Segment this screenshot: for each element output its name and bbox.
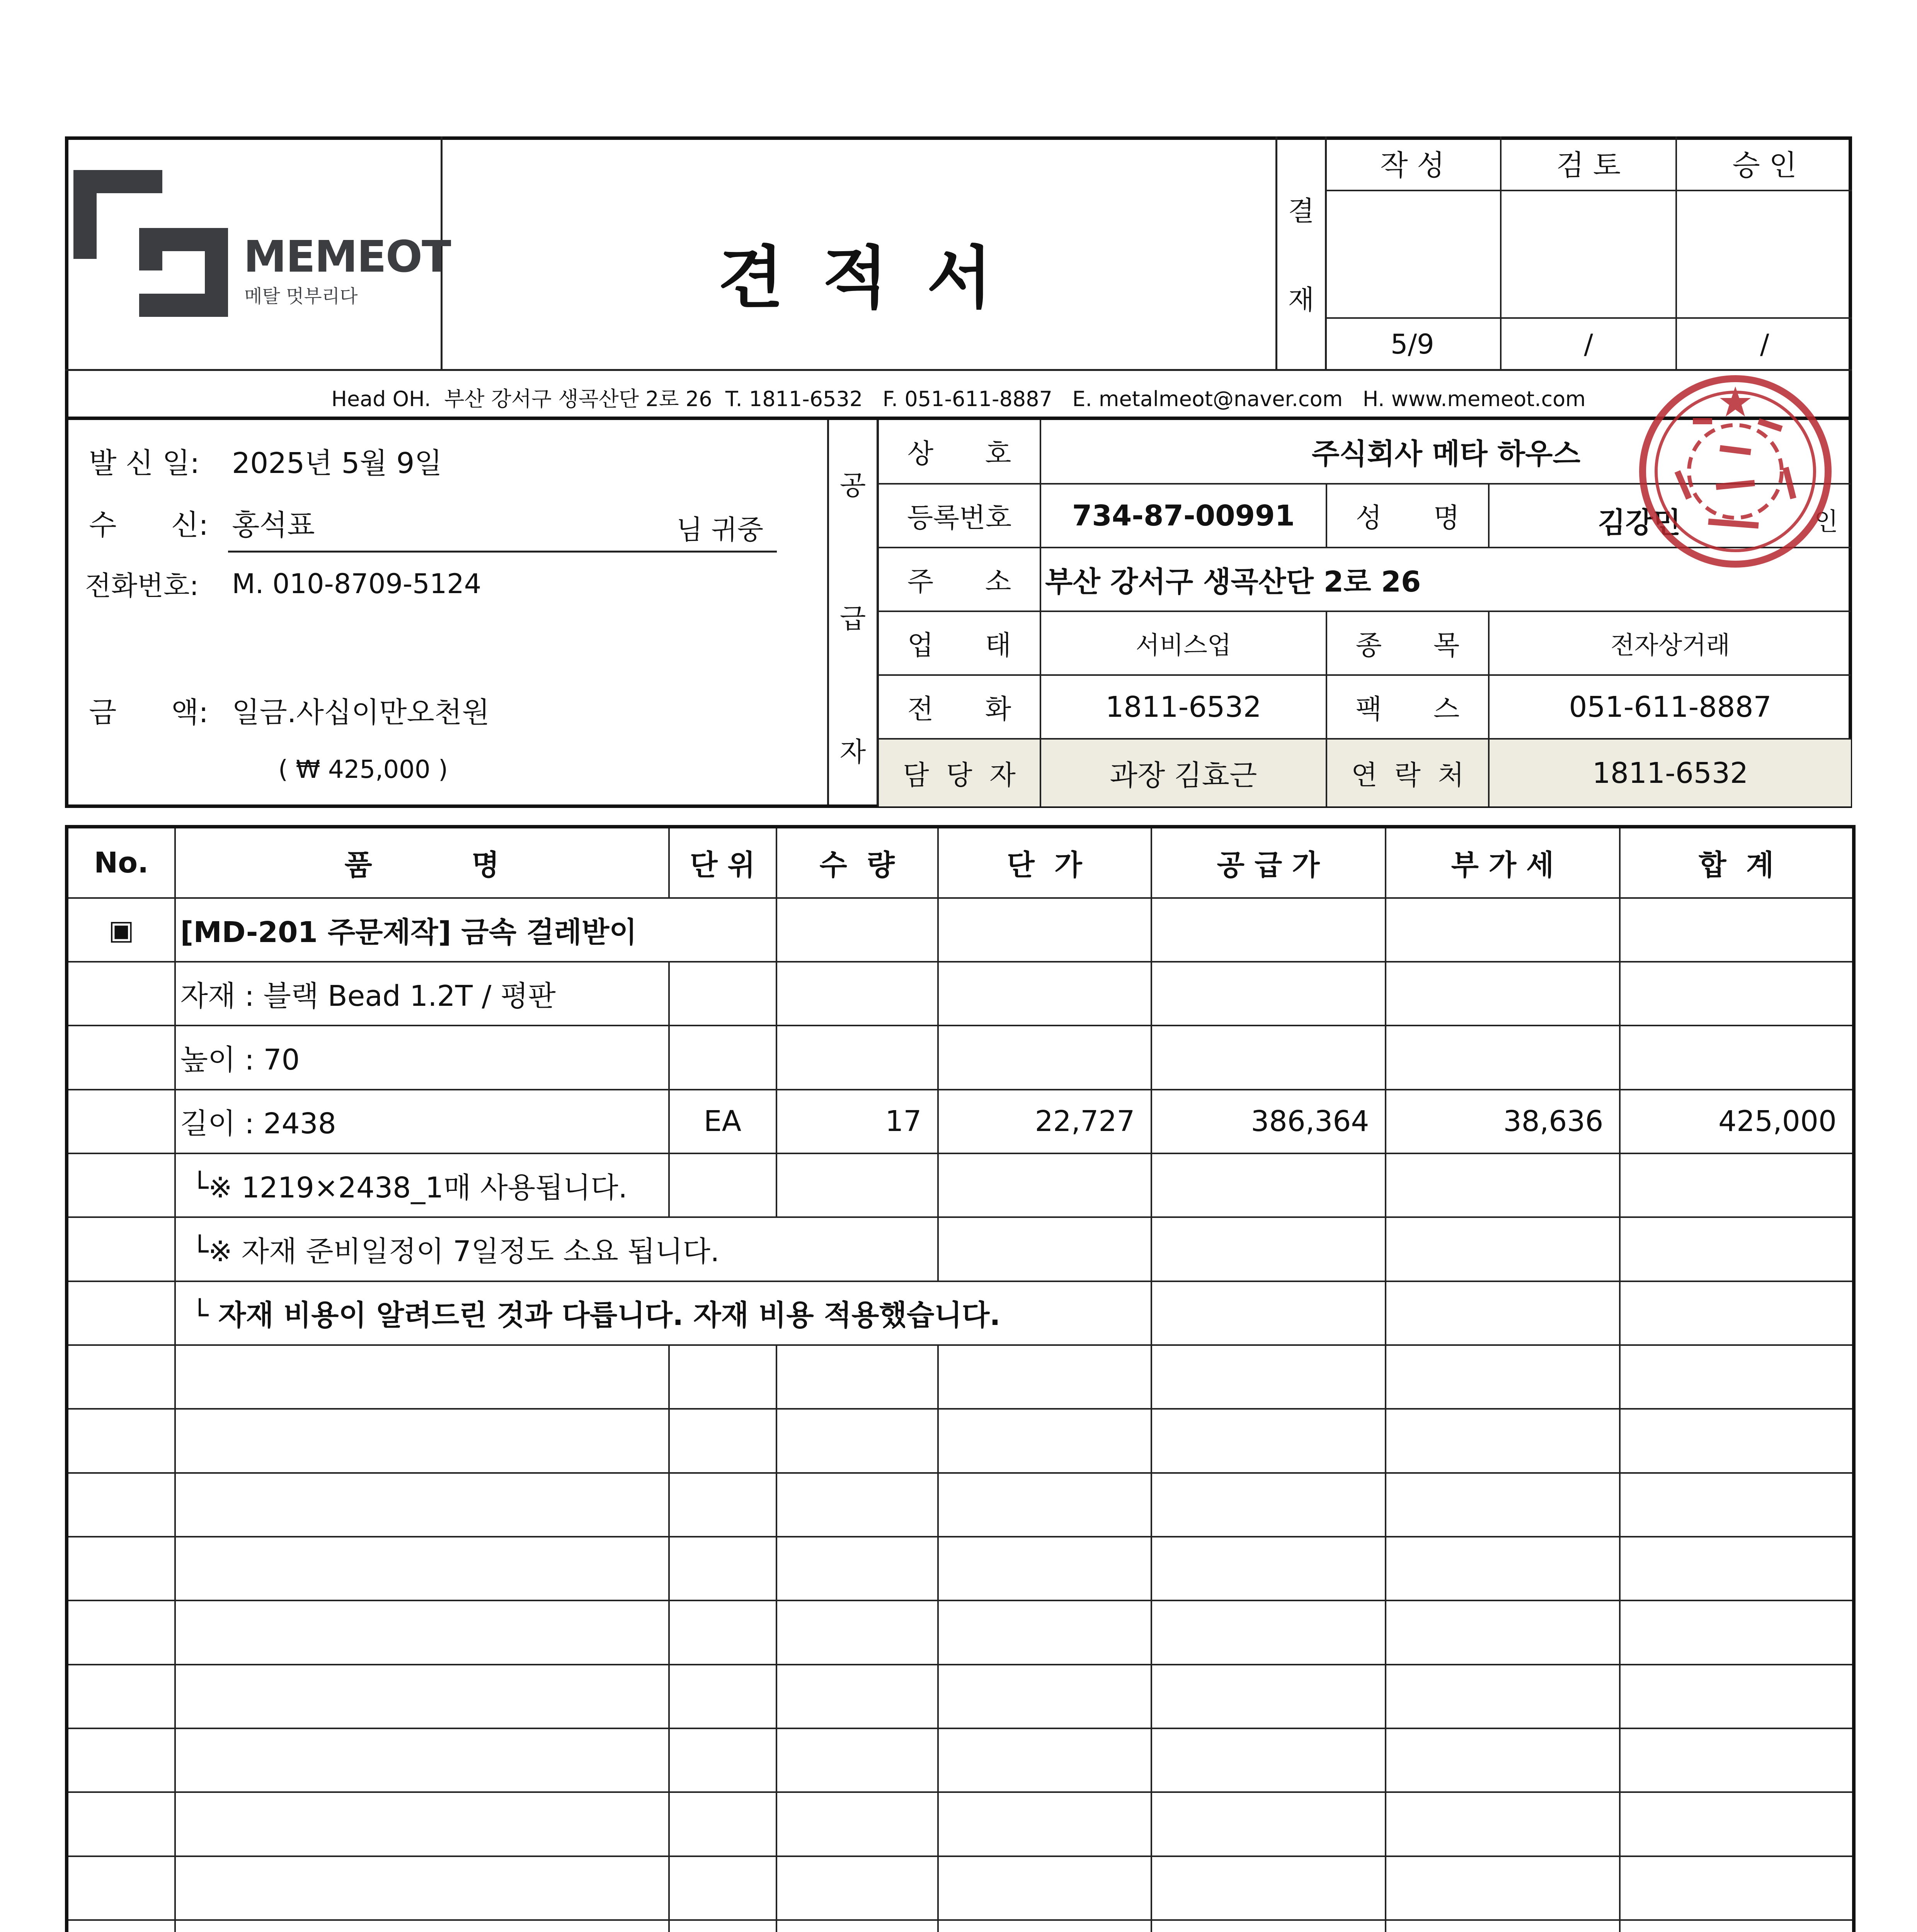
table-row (67, 1537, 1854, 1600)
item-vat: 38,636 (1386, 1090, 1620, 1153)
col-vat-header: 부 가 세 (1386, 827, 1620, 898)
approval-date-writer: 5/9 (1325, 318, 1501, 370)
table-row (67, 1728, 1854, 1792)
col-price-header: 단 가 (938, 827, 1151, 898)
col-qty-header: 수 량 (776, 827, 938, 898)
approval-side-label-2: 재 (1288, 284, 1314, 316)
table-row (67, 1600, 1854, 1664)
supplier-biztype-value: 서비스업 (1040, 611, 1326, 675)
table-row (67, 1473, 1854, 1537)
approval-role-approve: 승 인 (1676, 136, 1852, 190)
approval-sign-writer[interactable] (1325, 190, 1501, 318)
supplier-phone-value: 1811-6532 (1040, 675, 1326, 739)
supplier-address-value: 부산 강서구 생곡산단 2로 26 (1040, 548, 1851, 611)
table-row (67, 1920, 1854, 1932)
spec-material: 자재 : 블랙 Bead 1.2T / 평판 (175, 962, 669, 1026)
supplier-reg-label: 등록번호 (878, 484, 1040, 548)
company-address-line: Head OH. 부산 강서구 생곡산단 2로 26 T. 1811-6532 F. 051-611-8887 E. metalmeot@naver.com H. www.memeot.com (331, 387, 1586, 411)
recipient-name: 홍석표 (232, 509, 315, 542)
recipient-underline (228, 551, 777, 553)
logo-mark-icon (73, 170, 228, 325)
note-sheet-usage: └※ 1219×2438_1매 사용됩니다. (175, 1153, 669, 1217)
supplier-address-label: 주 소 (878, 548, 1040, 611)
item-supply: 386,364 (1151, 1090, 1386, 1153)
supplier-contact-label: 연 락 처 (1326, 739, 1489, 806)
logo-name: MEMEOT (243, 232, 451, 282)
approval-sign-review[interactable] (1501, 190, 1677, 318)
table-row (67, 1153, 1854, 1217)
phone-label: 전화번호: (85, 570, 199, 602)
spec-height: 높이 : 70 (175, 1026, 669, 1089)
table-row (67, 962, 1854, 1026)
item-total: 425,000 (1620, 1090, 1854, 1153)
table-row (67, 1409, 1854, 1473)
supplier-company-value: 주식회사 메타 하우스 (1040, 420, 1851, 484)
supplier-side-label-2: 급 (839, 603, 866, 634)
table-row (67, 898, 1854, 962)
logo-slogan: 메탈 멋부리다 (244, 286, 358, 307)
supplier-biztype-label: 업 태 (878, 611, 1040, 675)
approval-date-review: / (1501, 318, 1677, 370)
note-material-cost: └ 자재 비용이 알려드린 것과 다릅니다. 자재 비용 적용했습니다. (175, 1281, 1151, 1345)
table-row (67, 1026, 1854, 1089)
table-row (67, 1792, 1854, 1856)
supplier-manager-label: 담 당 자 (878, 739, 1040, 806)
col-unit-header: 단 위 (669, 827, 776, 898)
item-unit-price: 22,727 (938, 1090, 1151, 1153)
table-row (67, 1090, 1854, 1153)
supplier-seal-mark: 인 (1814, 508, 1838, 536)
group-marker-icon: ▣ (67, 898, 175, 962)
amount-korean: 일금.사십이만오천원 (232, 696, 490, 729)
approval-side-label-1: 결 (1288, 195, 1314, 227)
recipient-label: 수 신: (89, 509, 209, 542)
approval-role-writer: 작 성 (1325, 136, 1501, 190)
spec-length: 길이 : 2438 (175, 1090, 669, 1153)
supplier-name-label: 성 명 (1326, 484, 1489, 548)
item-qty: 17 (776, 1090, 938, 1153)
table-row (67, 1856, 1854, 1920)
supplier-fax-label: 팩 스 (1326, 675, 1489, 739)
supplier-side-label-3: 자 (839, 736, 866, 768)
supplier-phone-label: 전 화 (878, 675, 1040, 739)
table-row (67, 1345, 1854, 1409)
col-total-header: 합 계 (1620, 827, 1854, 898)
table-row (67, 1665, 1854, 1728)
send-date-label: 발 신 일: (89, 447, 200, 480)
document-title: 견 적 서 (718, 239, 1000, 318)
approval-table (1325, 136, 1852, 370)
send-date-value: 2025년 5월 9일 (232, 447, 442, 480)
approval-sign-approve[interactable] (1676, 190, 1852, 318)
title-divider (1275, 136, 1277, 369)
approval-date-approve: / (1676, 318, 1852, 370)
col-no-header: No. (67, 827, 175, 898)
group-title: [MD-201 주문제작] 금속 걸레받이 (175, 898, 776, 962)
col-supply-header: 공 급 가 (1151, 827, 1386, 898)
item-unit: EA (669, 1090, 776, 1153)
supplier-name-value: 김강민 (1598, 506, 1681, 539)
supplier-reg-value: 734-87-00991 (1040, 484, 1326, 548)
table-row (67, 1217, 1854, 1281)
amount-numeric: ( ₩ 425,000 ) (278, 755, 448, 784)
items-table (65, 825, 1856, 1932)
amount-label: 금 액: (89, 696, 209, 729)
approval-role-review: 검 토 (1501, 136, 1677, 190)
supplier-company-label: 상 호 (878, 420, 1040, 484)
supplier-manager-value: 과장 김효근 (1040, 739, 1326, 806)
supplier-fax-value: 051-611-8887 (1489, 675, 1851, 739)
supplier-contact-value: 1811-6532 (1489, 739, 1851, 806)
supplier-bizitem-label: 종 목 (1326, 611, 1489, 675)
col-name-header: 품 명 (175, 827, 669, 898)
company-stamp-icon (1635, 371, 1836, 572)
table-row (67, 1281, 1854, 1345)
info-left-border (65, 420, 68, 806)
phone-value: M. 010-8709-5124 (232, 568, 482, 600)
note-lead-time: └※ 자재 준비일정이 7일정도 소요 됩니다. (175, 1217, 938, 1281)
supplier-side-label-1: 공 (839, 469, 866, 501)
recipient-honorific: 님 귀중 (676, 514, 764, 546)
supplier-bizitem-value: 전자상거래 (1489, 611, 1851, 675)
